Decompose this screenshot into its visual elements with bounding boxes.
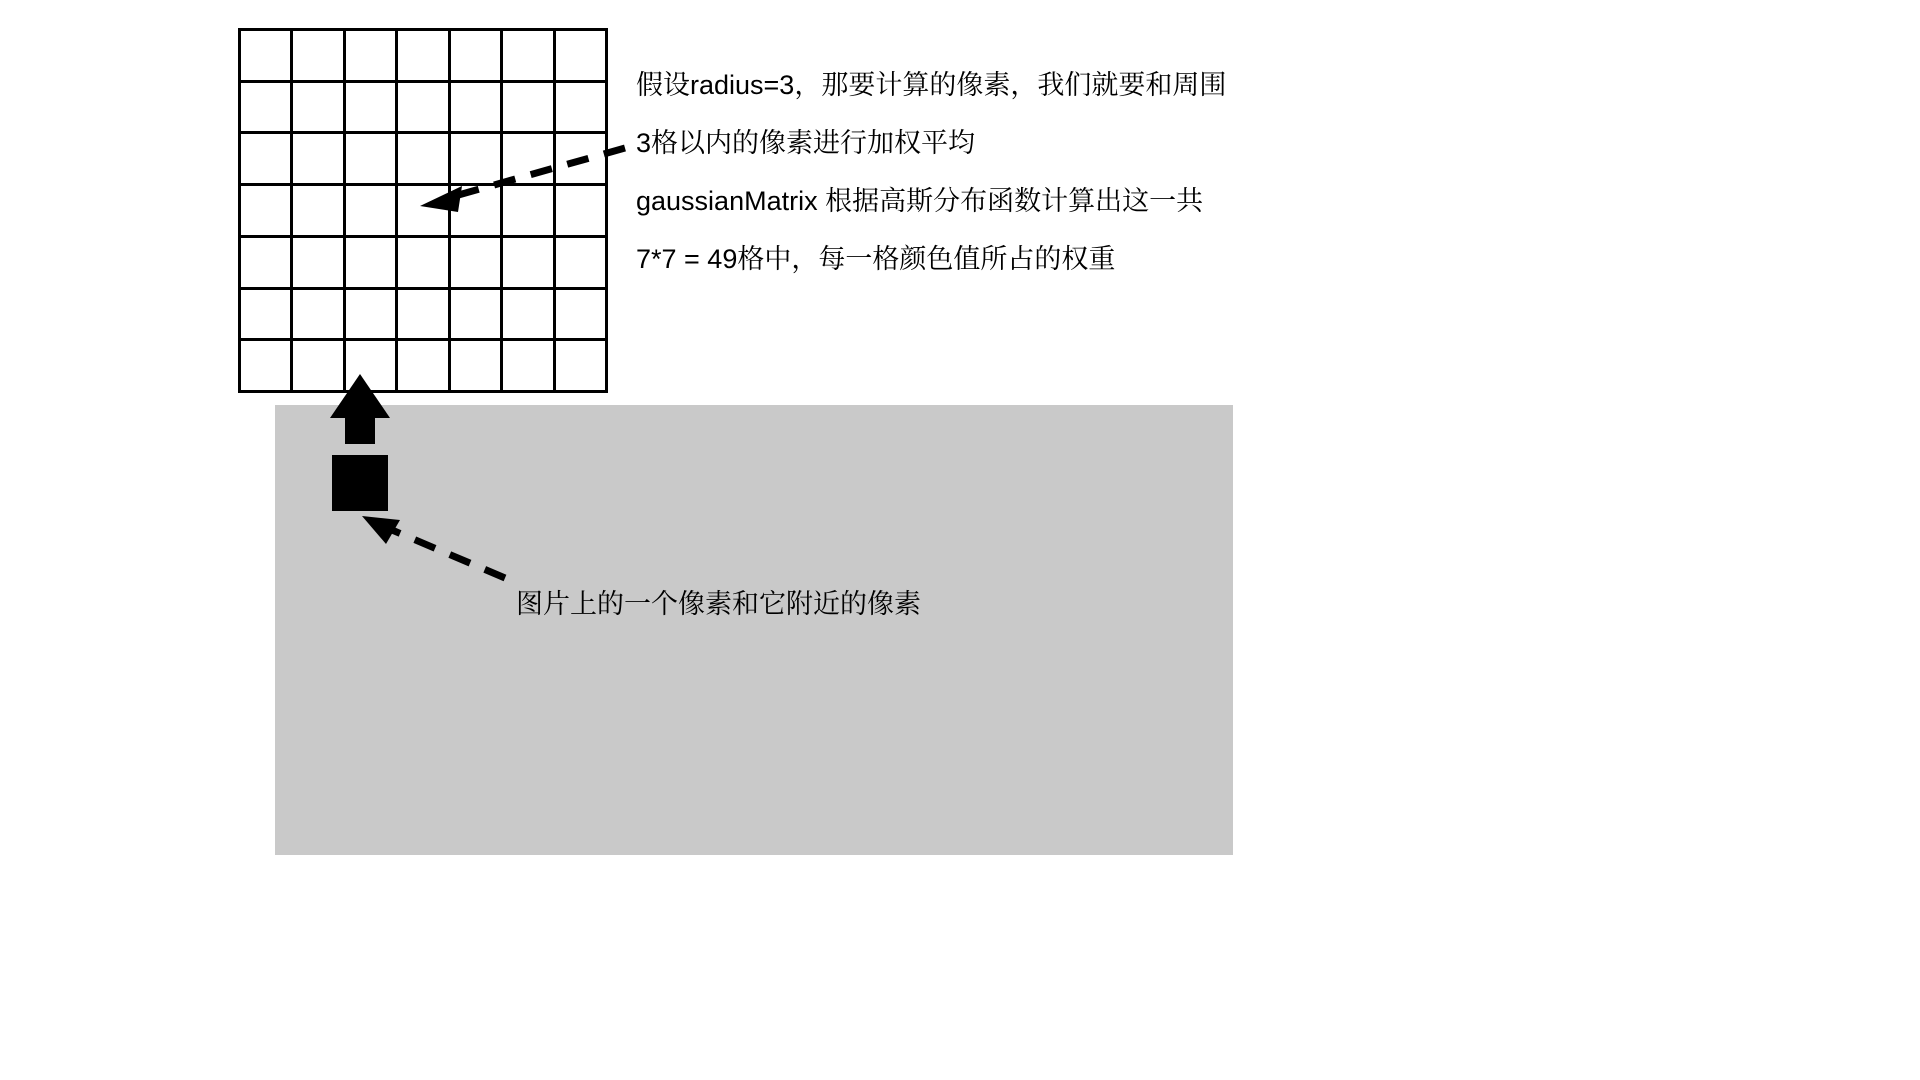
grid-cell: [241, 341, 293, 393]
note-line-2: 3格以内的像素进行加权平均: [636, 128, 976, 158]
grid-cell: [556, 290, 608, 342]
grid-cell: [556, 238, 608, 290]
note-line-3: gaussianMatrix 根据高斯分布函数计算出这一共: [636, 186, 1204, 216]
notes-block: [636, 56, 1336, 288]
grid-cell: [451, 186, 503, 238]
grid-cell: [241, 290, 293, 342]
grid-cell: [293, 341, 345, 393]
grid-cell: [398, 341, 450, 393]
grid-cell: [451, 83, 503, 135]
grid-cell: [346, 83, 398, 135]
grid-cell: [346, 341, 398, 393]
grid-cell-center: [398, 186, 450, 238]
grid-cell: [241, 134, 293, 186]
gaussian-matrix-grid: [238, 28, 608, 393]
grid-cell: [503, 31, 555, 83]
grid-cell: [241, 238, 293, 290]
grid-cell: [451, 31, 503, 83]
grid-cell: [451, 341, 503, 393]
grid-cell: [451, 238, 503, 290]
grid-cell: [503, 134, 555, 186]
grid-cell: [293, 134, 345, 186]
grid-cell: [241, 31, 293, 83]
grid-cell: [503, 290, 555, 342]
grid-cell: [346, 186, 398, 238]
grid-cell: [503, 186, 555, 238]
grid-cell: [556, 134, 608, 186]
grid-cell: [451, 134, 503, 186]
grid-cell: [293, 238, 345, 290]
grid-cell: [503, 83, 555, 135]
grid-cell: [503, 341, 555, 393]
grid-cell: [293, 186, 345, 238]
grid-cell: [398, 31, 450, 83]
grid-cell: [241, 83, 293, 135]
grid-cell: [293, 31, 345, 83]
note-line-1: 假设radius=3，那要计算的像素，我们就要和周围: [636, 70, 1227, 100]
grid-cell: [398, 290, 450, 342]
pixel-caption: 图片上的一个像素和它附近的像素: [516, 589, 921, 619]
grid-cell: [346, 238, 398, 290]
grid-cell: [398, 134, 450, 186]
grid-cell: [556, 186, 608, 238]
grid-cell: [346, 31, 398, 83]
grid-cell: [556, 31, 608, 83]
grid-cell: [556, 83, 608, 135]
note-line-4: 7*7 = 49格中，每一格颜色值所占的权重: [636, 244, 1116, 274]
grid-cell: [398, 83, 450, 135]
pixel-square: [332, 455, 388, 511]
grid-cell: [293, 83, 345, 135]
grid-cell: [503, 238, 555, 290]
grid-cell: [451, 290, 503, 342]
grid-cell: [346, 134, 398, 186]
grid-cell: [398, 238, 450, 290]
grid-cell: [346, 290, 398, 342]
grid-cell: [293, 290, 345, 342]
image-area-rectangle: [275, 405, 1233, 855]
grid-cell: [556, 341, 608, 393]
grid-cell: [241, 186, 293, 238]
right-margin: [1545, 0, 1920, 1080]
